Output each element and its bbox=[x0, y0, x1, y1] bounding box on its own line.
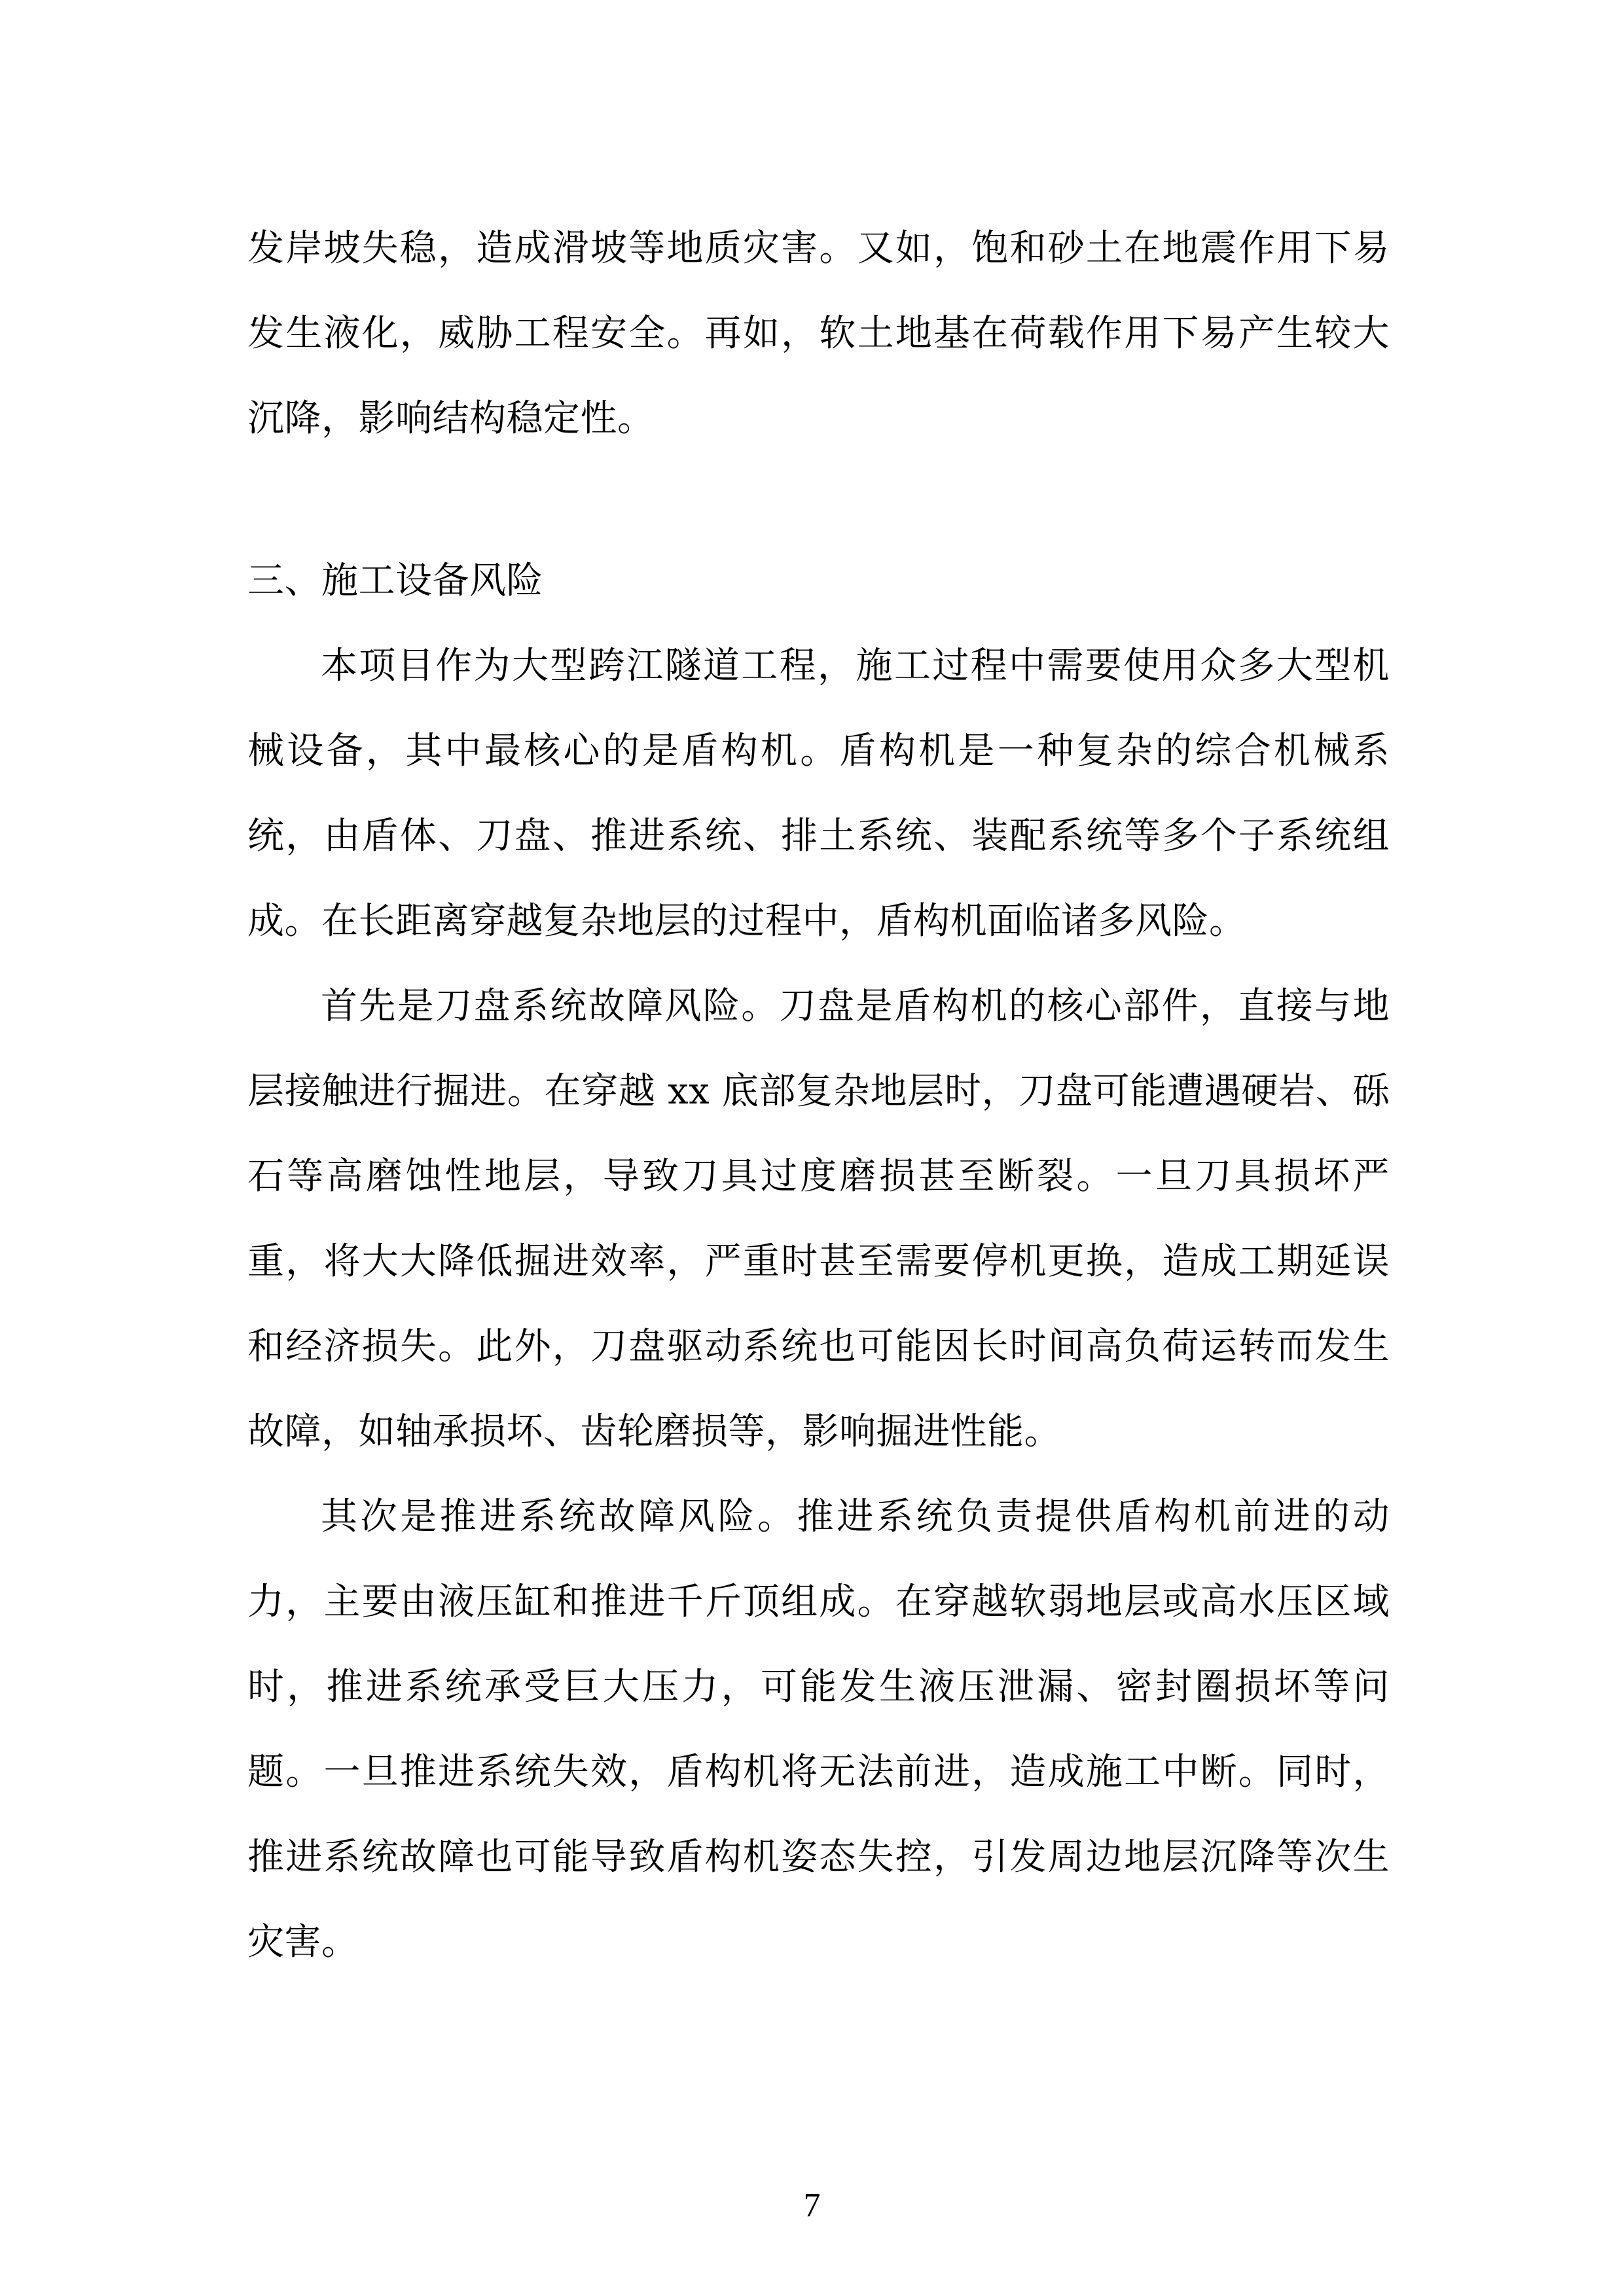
paragraph-thrust-risk: 其次是推进系统故障风险。推进系统负责提供盾构机前进的动力，主要由液压缸和推进千斤顶组成。在穿越软弱地层或高水压区域时，推进系统承受巨大压力，可能发生液压泄漏、密封圈损坏等问题。一旦推进系统失效，盾构机将无法前进，造成施工中断。同时，推进系统故障也可能导致盾构机姿态失控，引发周边地层沉降等次生灾害。 bbox=[247, 1496, 1390, 1964]
continuation-paragraph: 发岸坡失稳，造成滑坡等地质灾害。又如，饱和砂土在地震作用下易发生液化，威胁工程安全。再如，软土地基在荷载作用下易产生较大沉降，影响结构稳定性。 bbox=[247, 227, 1390, 440]
page-number: 7 bbox=[803, 2187, 821, 2224]
paragraph-cutterhead-risk: 首先是刀盘系统故障风险。刀盘是盾构机的核心部件，直接与地层接触进行掘进。在穿越 xx 底部复杂地层时，刀盘可能遭遇硬岩、砾石等高磨蚀性地层，导致刀具过度磨损甚至断裂。一旦刀具损坏严重，将大大降低掘进效率，严重时甚至需要停机更换，造成工期延误和经济损失。此外，刀盘驱动系统也可能因长时间高负荷运转而发生故障，如轴承损坏、齿轮磨损等，影响掘进性能。 bbox=[247, 985, 1390, 1453]
page-body bbox=[247, 206, 1390, 1985]
section-heading: 三、施工设备风险 bbox=[247, 560, 543, 602]
paragraph-intro: 本项目作为大型跨江隧道工程，施工过程中需要使用众多大型机械设备，其中最核心的是盾构机。盾构机是一种复杂的综合机械系统，由盾体、刀盘、推进系统、排土系统、装配系统等多个子系统组成。在长距离穿越复杂地层的过程中，盾构机面临诸多风险。 bbox=[247, 645, 1390, 942]
